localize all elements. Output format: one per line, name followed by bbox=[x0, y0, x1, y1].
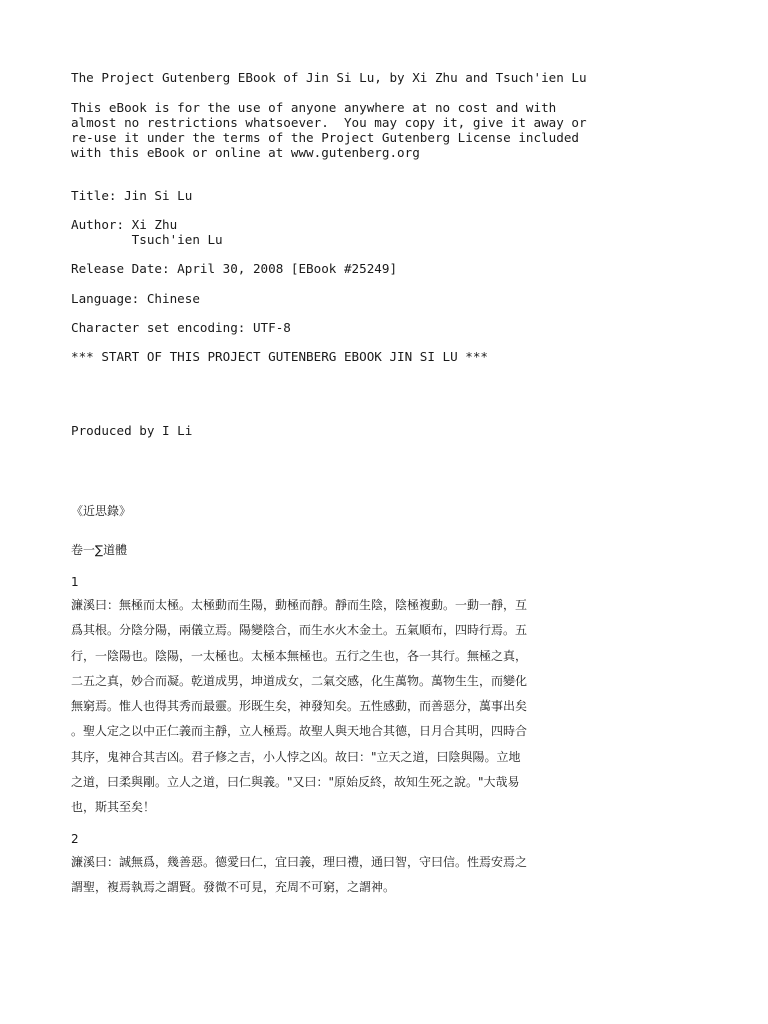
title-line: Title: Jin Si Lu bbox=[71, 188, 193, 203]
book-title: 《近思錄》 bbox=[71, 504, 132, 518]
license-line: re-use it under the terms of the Project Gutenberg License included bbox=[71, 130, 579, 145]
license-line: almost no restrictions whatsoever. You may copy it, give it away or bbox=[71, 115, 587, 130]
text-line: 之道，曰柔與剛。立人之道，曰仁與義。"又曰："原始反終，故知生死之說。"大哉易 bbox=[71, 775, 520, 790]
text-line: 爲其根。分陰分陽，兩儀立焉。陽變陰合，而生水火木金土。五氣順布，四時行焉。五 bbox=[71, 623, 528, 638]
produced-by-line: Produced by I Li bbox=[71, 423, 193, 438]
chapter-heading: 卷一∑道體 bbox=[71, 543, 128, 557]
author-line-continued: Tsuch'ien Lu bbox=[71, 232, 223, 247]
license-line: with this eBook or online at www.gutenberg.org bbox=[71, 145, 420, 160]
text-line: 。聖人定之以中正仁義而主靜，立人極焉。故聖人與天地合其德，日月合其明，四時合 bbox=[71, 724, 528, 739]
section-number: 1 bbox=[71, 575, 79, 589]
text-line: 謂聖，複焉執焉之謂賢。發微不可見，充周不可窮，之謂神。 bbox=[71, 880, 396, 895]
ebook-title-line: The Project Gutenberg EBook of Jin Si Lu, by Xi Zhu and Tsuch'ien Lu bbox=[71, 70, 587, 85]
charset-line: Character set encoding: UTF-8 bbox=[71, 320, 291, 335]
text-line: 濂溪曰：無極而太極。太極動而生陽，動極而靜。靜而生陰，陰極複動。一動一靜，互 bbox=[71, 598, 528, 612]
section-number: 2 bbox=[71, 832, 79, 846]
release-date-line: Release Date: April 30, 2008 [EBook #25249] bbox=[71, 261, 398, 276]
text-line: 也，斯其至矣！ bbox=[71, 800, 156, 815]
text-line: 其序，鬼神合其吉凶。君子修之吉，小人悖之凶。故曰："立天之道，曰陰與陽。立地 bbox=[71, 749, 521, 764]
text-line: 行，一陰陽也。陰陽，一太極也。太極本無極也。五行之生也，各一其行。無極之真， bbox=[71, 648, 528, 663]
text-line: 無窮焉。惟人也得其秀而最靈。形既生矣，神發知矣。五性感動，而善惡分，萬事出矣 bbox=[71, 699, 528, 714]
license-line: This eBook is for the use of anyone anywhere at no cost and with bbox=[71, 100, 557, 115]
language-line: Language: Chinese bbox=[71, 291, 200, 306]
author-line: Author: Xi Zhu bbox=[71, 217, 178, 232]
section-text bbox=[71, 598, 551, 826]
text-line: 濂溪曰：誠無爲，幾善惡。德愛曰仁，宜曰義，理曰禮，通曰智，守曰信。性焉安焉之 bbox=[71, 855, 528, 869]
start-marker: *** START OF THIS PROJECT GUTENBERG EBOOK JIN SI LU *** bbox=[71, 349, 489, 364]
section-text bbox=[71, 855, 551, 906]
text-line: 二五之真，妙合而凝。乾道成男，坤道成女，二氣交感，化生萬物。萬物生生，而變化 bbox=[71, 673, 528, 688]
